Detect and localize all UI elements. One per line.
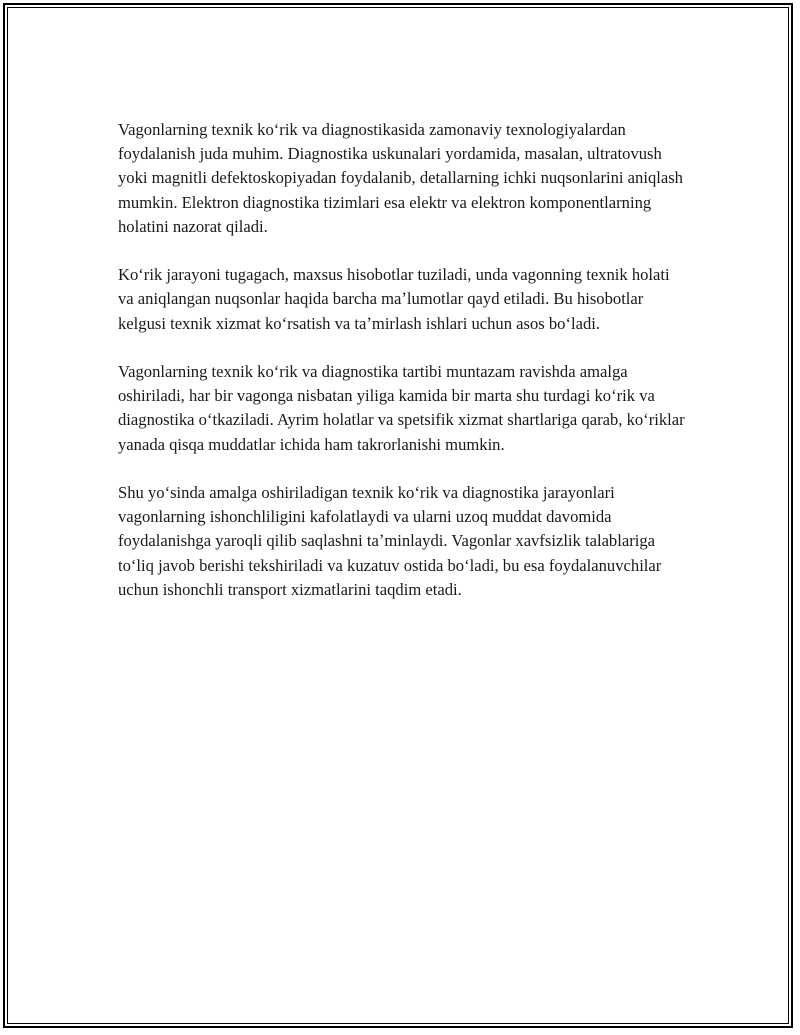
paragraph-3: Vagonlarning texnik koʻrik va diagnostika tartibi muntazam ravishda amalga oshiriladi, har bir vagonga nisbatan yiliga kamida bir marta shu turdagi koʻrik va diagnostika oʻtkaziladi. Ayrim holatlar va spetsifik xizmat shartlariga qarab, koʻriklar yanada qisqa muddatlar ichida ham takrorlanishi mumkin. [118, 362, 685, 454]
paragraph-1: Vagonlarning texnik koʻrik va diagnostikasida zamonaviy texnologiyalardan foydalanish juda muhim. Diagnostika uskunalari yordamida, masalan, ultratovush yoki magnitli defektoskopiyadan foydalanib, detallarning ichki nuqsonlarini aniqlash mumkin. Elektron diagnostika tizimlari esa elektr va elektron komponentlarning holatini nazorat qiladi. [118, 120, 683, 236]
paragraph-2: Koʻrik jarayoni tugagach, maxsus hisobotlar tuziladi, unda vagonning texnik holati va aniqlangan nuqsonlar haqida barcha maʼlumotlar qayd etiladi. Bu hisobotlar kelgusi texnik xizmat koʻrsatish va taʼmirlash ishlari uchun asos boʻladi. [118, 265, 670, 333]
paragraph-4: Shu yoʻsinda amalga oshiriladigan texnik koʻrik va diagnostika jarayonlari vagonlarning ishonchliligini kafolatlaydi va ularni uzoq muddat davomida foydalanishga yaroqli qilib saqlashni taʼminlaydi. Vagonlar xavfsizlik talablariga toʻliq javob berishi tekshiriladi va kuzatuv ostida boʻladi, bu esa foydalanuvchilar uchun ishonchli transport xizmatlarini taqdim etadi. [118, 483, 662, 599]
document-body [118, 118, 688, 626]
